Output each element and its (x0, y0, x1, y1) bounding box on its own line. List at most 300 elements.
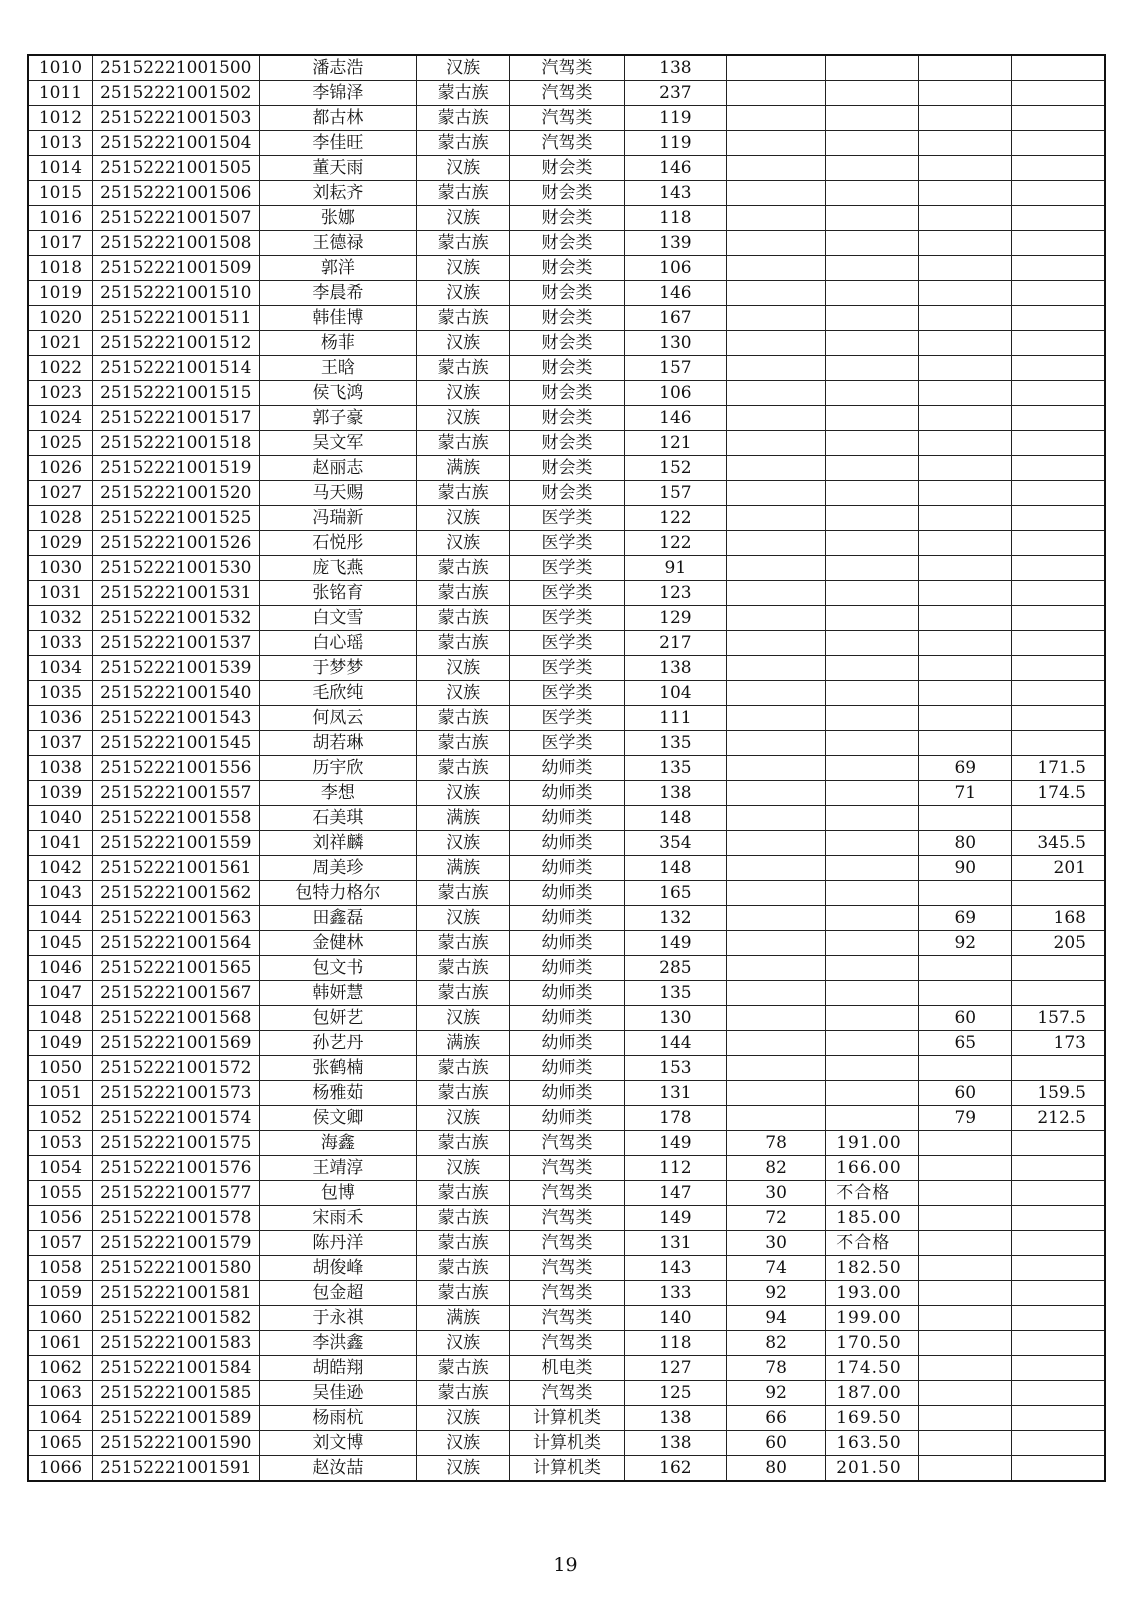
final-score-cell (1012, 156, 1105, 181)
major-category-cell: 医学类 (510, 556, 625, 581)
score-cell: 149 (624, 1131, 726, 1156)
score-cell: 157 (624, 481, 726, 506)
interview-score-cell (919, 706, 1012, 731)
exam-number-cell: 25152221001559 (92, 831, 259, 856)
score-cell: 118 (624, 206, 726, 231)
score-cell: 146 (624, 156, 726, 181)
table-row (28, 281, 1105, 306)
student-name-cell: 李锦泽 (259, 81, 417, 106)
interview-score-cell (919, 156, 1012, 181)
skill-score-cell (727, 331, 826, 356)
row-index-cell: 1029 (28, 531, 92, 556)
final-score-cell: 205 (1012, 931, 1105, 956)
table-row (28, 1181, 1105, 1206)
interview-score-cell (919, 1331, 1012, 1356)
final-score-cell: 212.5 (1012, 1106, 1105, 1131)
major-category-cell: 幼师类 (510, 831, 625, 856)
major-category-cell: 医学类 (510, 506, 625, 531)
interview-score-cell (919, 1281, 1012, 1306)
row-index-cell: 1065 (28, 1431, 92, 1456)
table-row (28, 1356, 1105, 1381)
interview-score-cell (919, 381, 1012, 406)
score-cell: 140 (624, 1306, 726, 1331)
ethnicity-cell: 汉族 (417, 656, 510, 681)
row-index-cell: 1061 (28, 1331, 92, 1356)
score-cell: 112 (624, 1156, 726, 1181)
row-index-cell: 1063 (28, 1381, 92, 1406)
total-score-cell (826, 356, 919, 381)
ethnicity-cell: 满族 (417, 1306, 510, 1331)
table-row (28, 1081, 1105, 1106)
total-score-cell (826, 856, 919, 881)
ethnicity-cell: 蒙古族 (417, 81, 510, 106)
interview-score-cell: 60 (919, 1081, 1012, 1106)
ethnicity-cell: 蒙古族 (417, 1056, 510, 1081)
ethnicity-cell: 汉族 (417, 781, 510, 806)
student-name-cell: 包妍艺 (259, 1006, 417, 1031)
total-score-cell (826, 531, 919, 556)
row-index-cell: 1027 (28, 481, 92, 506)
table-row (28, 256, 1105, 281)
student-name-cell: 马天赐 (259, 481, 417, 506)
score-cell: 143 (624, 181, 726, 206)
exam-number-cell: 25152221001506 (92, 181, 259, 206)
total-score-cell: 163.50 (826, 1431, 919, 1456)
skill-score-cell: 78 (727, 1356, 826, 1381)
exam-number-cell: 25152221001509 (92, 256, 259, 281)
total-score-cell (826, 156, 919, 181)
row-index-cell: 1035 (28, 681, 92, 706)
total-score-cell (826, 606, 919, 631)
interview-score-cell (919, 681, 1012, 706)
row-index-cell: 1011 (28, 81, 92, 106)
table-row (28, 181, 1105, 206)
row-index-cell: 1033 (28, 631, 92, 656)
row-index-cell: 1019 (28, 281, 92, 306)
interview-score-cell (919, 256, 1012, 281)
exam-number-cell: 25152221001503 (92, 106, 259, 131)
ethnicity-cell: 汉族 (417, 1406, 510, 1431)
total-score-cell (826, 631, 919, 656)
ethnicity-cell: 汉族 (417, 331, 510, 356)
major-category-cell: 幼师类 (510, 781, 625, 806)
student-name-cell: 宋雨禾 (259, 1206, 417, 1231)
interview-score-cell: 71 (919, 781, 1012, 806)
row-index-cell: 1028 (28, 506, 92, 531)
score-cell: 121 (624, 431, 726, 456)
skill-score-cell (727, 606, 826, 631)
table-row (28, 406, 1105, 431)
student-name-cell: 石美琪 (259, 806, 417, 831)
exam-number-cell: 25152221001562 (92, 881, 259, 906)
final-score-cell: 159.5 (1012, 1081, 1105, 1106)
final-score-cell (1012, 481, 1105, 506)
skill-score-cell (727, 231, 826, 256)
total-score-cell (826, 331, 919, 356)
table-row (28, 881, 1105, 906)
ethnicity-cell: 蒙古族 (417, 881, 510, 906)
score-cell: 152 (624, 456, 726, 481)
final-score-cell (1012, 1456, 1105, 1482)
major-category-cell: 汽驾类 (510, 1256, 625, 1281)
row-index-cell: 1044 (28, 906, 92, 931)
row-index-cell: 1010 (28, 55, 92, 81)
ethnicity-cell: 蒙古族 (417, 306, 510, 331)
exam-number-cell: 25152221001531 (92, 581, 259, 606)
skill-score-cell (727, 431, 826, 456)
ethnicity-cell: 蒙古族 (417, 131, 510, 156)
student-name-cell: 王靖淳 (259, 1156, 417, 1181)
table-row (28, 1131, 1105, 1156)
table-row (28, 1156, 1105, 1181)
ethnicity-cell: 蒙古族 (417, 1181, 510, 1206)
score-cell: 153 (624, 1056, 726, 1081)
skill-score-cell (727, 506, 826, 531)
row-index-cell: 1013 (28, 131, 92, 156)
row-index-cell: 1036 (28, 706, 92, 731)
row-index-cell: 1064 (28, 1406, 92, 1431)
score-cell: 285 (624, 956, 726, 981)
table-row (28, 131, 1105, 156)
exam-number-cell: 25152221001574 (92, 1106, 259, 1131)
final-score-cell (1012, 231, 1105, 256)
ethnicity-cell: 满族 (417, 856, 510, 881)
score-cell: 217 (624, 631, 726, 656)
interview-score-cell (919, 281, 1012, 306)
exam-number-cell: 25152221001580 (92, 1256, 259, 1281)
student-name-cell: 胡若琳 (259, 731, 417, 756)
student-name-cell: 李想 (259, 781, 417, 806)
student-name-cell: 包博 (259, 1181, 417, 1206)
skill-score-cell (727, 481, 826, 506)
total-score-cell (826, 81, 919, 106)
final-score-cell: 157.5 (1012, 1006, 1105, 1031)
table-row (28, 481, 1105, 506)
interview-score-cell (919, 306, 1012, 331)
total-score-cell: 185.00 (826, 1206, 919, 1231)
ethnicity-cell: 汉族 (417, 681, 510, 706)
student-name-cell: 海鑫 (259, 1131, 417, 1156)
skill-score-cell (727, 906, 826, 931)
exam-number-cell: 25152221001517 (92, 406, 259, 431)
major-category-cell: 财会类 (510, 156, 625, 181)
skill-score-cell (727, 656, 826, 681)
skill-score-cell (727, 1106, 826, 1131)
interview-score-cell (919, 881, 1012, 906)
interview-score-cell (919, 456, 1012, 481)
score-cell: 111 (624, 706, 726, 731)
table-row (28, 106, 1105, 131)
row-index-cell: 1042 (28, 856, 92, 881)
final-score-cell (1012, 1256, 1105, 1281)
skill-score-cell (727, 581, 826, 606)
skill-score-cell (727, 731, 826, 756)
final-score-cell (1012, 1056, 1105, 1081)
table-row (28, 856, 1105, 881)
student-name-cell: 周美珍 (259, 856, 417, 881)
skill-score-cell (727, 1031, 826, 1056)
student-name-cell: 孙艺丹 (259, 1031, 417, 1056)
total-score-cell (826, 831, 919, 856)
skill-score-cell: 80 (727, 1456, 826, 1482)
interview-score-cell: 90 (919, 856, 1012, 881)
skill-score-cell: 94 (727, 1306, 826, 1331)
exam-number-cell: 25152221001573 (92, 1081, 259, 1106)
row-index-cell: 1023 (28, 381, 92, 406)
ethnicity-cell: 汉族 (417, 156, 510, 181)
row-index-cell: 1058 (28, 1256, 92, 1281)
table-row (28, 981, 1105, 1006)
skill-score-cell (727, 281, 826, 306)
final-score-cell (1012, 1131, 1105, 1156)
skill-score-cell (727, 106, 826, 131)
row-index-cell: 1040 (28, 806, 92, 831)
score-cell: 91 (624, 556, 726, 581)
row-index-cell: 1049 (28, 1031, 92, 1056)
final-score-cell (1012, 1231, 1105, 1256)
major-category-cell: 汽驾类 (510, 1381, 625, 1406)
exam-number-cell: 25152221001561 (92, 856, 259, 881)
interview-score-cell (919, 131, 1012, 156)
major-category-cell: 幼师类 (510, 981, 625, 1006)
student-name-cell: 刘文博 (259, 1431, 417, 1456)
row-index-cell: 1052 (28, 1106, 92, 1131)
table-row (28, 156, 1105, 181)
student-name-cell: 包金超 (259, 1281, 417, 1306)
table-row (28, 1206, 1105, 1231)
skill-score-cell (727, 1006, 826, 1031)
major-category-cell: 幼师类 (510, 931, 625, 956)
major-category-cell: 医学类 (510, 731, 625, 756)
major-category-cell: 财会类 (510, 306, 625, 331)
student-name-cell: 赵丽志 (259, 456, 417, 481)
row-index-cell: 1043 (28, 881, 92, 906)
exam-number-cell: 25152221001545 (92, 731, 259, 756)
student-name-cell: 张铭育 (259, 581, 417, 606)
final-score-cell: 168 (1012, 906, 1105, 931)
table-row (28, 206, 1105, 231)
exam-number-cell: 25152221001512 (92, 331, 259, 356)
major-category-cell: 医学类 (510, 631, 625, 656)
major-category-cell: 汽驾类 (510, 1206, 625, 1231)
ethnicity-cell: 汉族 (417, 1331, 510, 1356)
row-index-cell: 1054 (28, 1156, 92, 1181)
final-score-cell (1012, 506, 1105, 531)
table-row (28, 1381, 1105, 1406)
skill-score-cell: 30 (727, 1231, 826, 1256)
total-score-cell (826, 731, 919, 756)
exam-number-cell: 25152221001567 (92, 981, 259, 1006)
ethnicity-cell: 汉族 (417, 1106, 510, 1131)
score-cell: 125 (624, 1381, 726, 1406)
score-cell: 167 (624, 306, 726, 331)
score-table (27, 54, 1106, 1482)
major-category-cell: 医学类 (510, 656, 625, 681)
exam-number-cell: 25152221001576 (92, 1156, 259, 1181)
score-cell: 138 (624, 1431, 726, 1456)
interview-score-cell (919, 1356, 1012, 1381)
score-cell: 144 (624, 1031, 726, 1056)
table-row (28, 681, 1105, 706)
major-category-cell: 财会类 (510, 256, 625, 281)
skill-score-cell (727, 681, 826, 706)
total-score-cell: 174.50 (826, 1356, 919, 1381)
row-index-cell: 1055 (28, 1181, 92, 1206)
major-category-cell: 财会类 (510, 181, 625, 206)
exam-number-cell: 25152221001500 (92, 55, 259, 81)
skill-score-cell: 66 (727, 1406, 826, 1431)
score-cell: 132 (624, 906, 726, 931)
student-name-cell: 冯瑞新 (259, 506, 417, 531)
exam-number-cell: 25152221001575 (92, 1131, 259, 1156)
exam-number-cell: 25152221001514 (92, 356, 259, 381)
row-index-cell: 1046 (28, 956, 92, 981)
interview-score-cell (919, 506, 1012, 531)
interview-score-cell (919, 731, 1012, 756)
skill-score-cell (727, 131, 826, 156)
skill-score-cell (727, 956, 826, 981)
table-row (28, 806, 1105, 831)
ethnicity-cell: 蒙古族 (417, 431, 510, 456)
final-score-cell (1012, 306, 1105, 331)
major-category-cell: 汽驾类 (510, 1156, 625, 1181)
major-category-cell: 财会类 (510, 406, 625, 431)
student-name-cell: 赵汝喆 (259, 1456, 417, 1482)
exam-number-cell: 25152221001563 (92, 906, 259, 931)
major-category-cell: 汽驾类 (510, 106, 625, 131)
score-cell: 139 (624, 231, 726, 256)
ethnicity-cell: 满族 (417, 456, 510, 481)
interview-score-cell (919, 581, 1012, 606)
total-score-cell (826, 55, 919, 81)
row-index-cell: 1048 (28, 1006, 92, 1031)
ethnicity-cell: 蒙古族 (417, 931, 510, 956)
major-category-cell: 汽驾类 (510, 1181, 625, 1206)
interview-score-cell (919, 481, 1012, 506)
exam-number-cell: 25152221001589 (92, 1406, 259, 1431)
final-score-cell (1012, 81, 1105, 106)
ethnicity-cell: 蒙古族 (417, 581, 510, 606)
skill-score-cell (727, 756, 826, 781)
major-category-cell: 幼师类 (510, 906, 625, 931)
table-row (28, 1056, 1105, 1081)
student-name-cell: 金健林 (259, 931, 417, 956)
exam-number-cell: 25152221001505 (92, 156, 259, 181)
student-name-cell: 吴佳逊 (259, 1381, 417, 1406)
row-index-cell: 1031 (28, 581, 92, 606)
student-name-cell: 董天雨 (259, 156, 417, 181)
student-name-cell: 张娜 (259, 206, 417, 231)
exam-number-cell: 25152221001565 (92, 956, 259, 981)
row-index-cell: 1026 (28, 456, 92, 481)
interview-score-cell (919, 1156, 1012, 1181)
row-index-cell: 1024 (28, 406, 92, 431)
skill-score-cell (727, 81, 826, 106)
score-cell: 149 (624, 931, 726, 956)
exam-number-cell: 25152221001582 (92, 1306, 259, 1331)
final-score-cell (1012, 1306, 1105, 1331)
exam-number-cell: 25152221001508 (92, 231, 259, 256)
student-name-cell: 王德禄 (259, 231, 417, 256)
interview-score-cell: 79 (919, 1106, 1012, 1131)
student-name-cell: 郭子豪 (259, 406, 417, 431)
score-cell: 135 (624, 981, 726, 1006)
student-name-cell: 张鹤楠 (259, 1056, 417, 1081)
interview-score-cell (919, 1181, 1012, 1206)
row-index-cell: 1021 (28, 331, 92, 356)
score-cell: 119 (624, 106, 726, 131)
total-score-cell (826, 231, 919, 256)
total-score-cell: 166.00 (826, 1156, 919, 1181)
exam-number-cell: 25152221001515 (92, 381, 259, 406)
interview-score-cell (919, 431, 1012, 456)
interview-score-cell (919, 356, 1012, 381)
total-score-cell (826, 931, 919, 956)
exam-number-cell: 25152221001557 (92, 781, 259, 806)
skill-score-cell (727, 1081, 826, 1106)
final-score-cell (1012, 731, 1105, 756)
skill-score-cell: 92 (727, 1281, 826, 1306)
total-score-cell (826, 1006, 919, 1031)
score-cell: 118 (624, 1331, 726, 1356)
exam-number-cell: 25152221001507 (92, 206, 259, 231)
major-category-cell: 汽驾类 (510, 1231, 625, 1256)
skill-score-cell (727, 206, 826, 231)
major-category-cell: 汽驾类 (510, 1331, 625, 1356)
table-row (28, 756, 1105, 781)
ethnicity-cell: 蒙古族 (417, 106, 510, 131)
ethnicity-cell: 满族 (417, 1031, 510, 1056)
table-row (28, 1431, 1105, 1456)
row-index-cell: 1038 (28, 756, 92, 781)
table-row (28, 1281, 1105, 1306)
score-cell: 178 (624, 1106, 726, 1131)
row-index-cell: 1032 (28, 606, 92, 631)
ethnicity-cell: 蒙古族 (417, 706, 510, 731)
total-score-cell (826, 656, 919, 681)
student-name-cell: 包特力格尔 (259, 881, 417, 906)
exam-number-cell: 25152221001556 (92, 756, 259, 781)
table-row (28, 331, 1105, 356)
skill-score-cell: 78 (727, 1131, 826, 1156)
student-name-cell: 王晗 (259, 356, 417, 381)
row-index-cell: 1017 (28, 231, 92, 256)
table-row (28, 1256, 1105, 1281)
exam-number-cell: 25152221001572 (92, 1056, 259, 1081)
student-name-cell: 于永祺 (259, 1306, 417, 1331)
major-category-cell: 汽驾类 (510, 1281, 625, 1306)
row-index-cell: 1057 (28, 1231, 92, 1256)
student-name-cell: 李晨希 (259, 281, 417, 306)
interview-score-cell (919, 1056, 1012, 1081)
total-score-cell: 187.00 (826, 1381, 919, 1406)
row-index-cell: 1016 (28, 206, 92, 231)
skill-score-cell (727, 981, 826, 1006)
row-index-cell: 1056 (28, 1206, 92, 1231)
total-score-cell (826, 381, 919, 406)
score-cell: 148 (624, 806, 726, 831)
interview-score-cell (919, 1131, 1012, 1156)
exam-number-cell: 25152221001532 (92, 606, 259, 631)
table-row (28, 606, 1105, 631)
table-row (28, 356, 1105, 381)
student-name-cell: 韩妍慧 (259, 981, 417, 1006)
exam-number-cell: 25152221001569 (92, 1031, 259, 1056)
interview-score-cell (919, 956, 1012, 981)
score-cell: 106 (624, 256, 726, 281)
skill-score-cell: 30 (727, 1181, 826, 1206)
student-name-cell: 郭洋 (259, 256, 417, 281)
